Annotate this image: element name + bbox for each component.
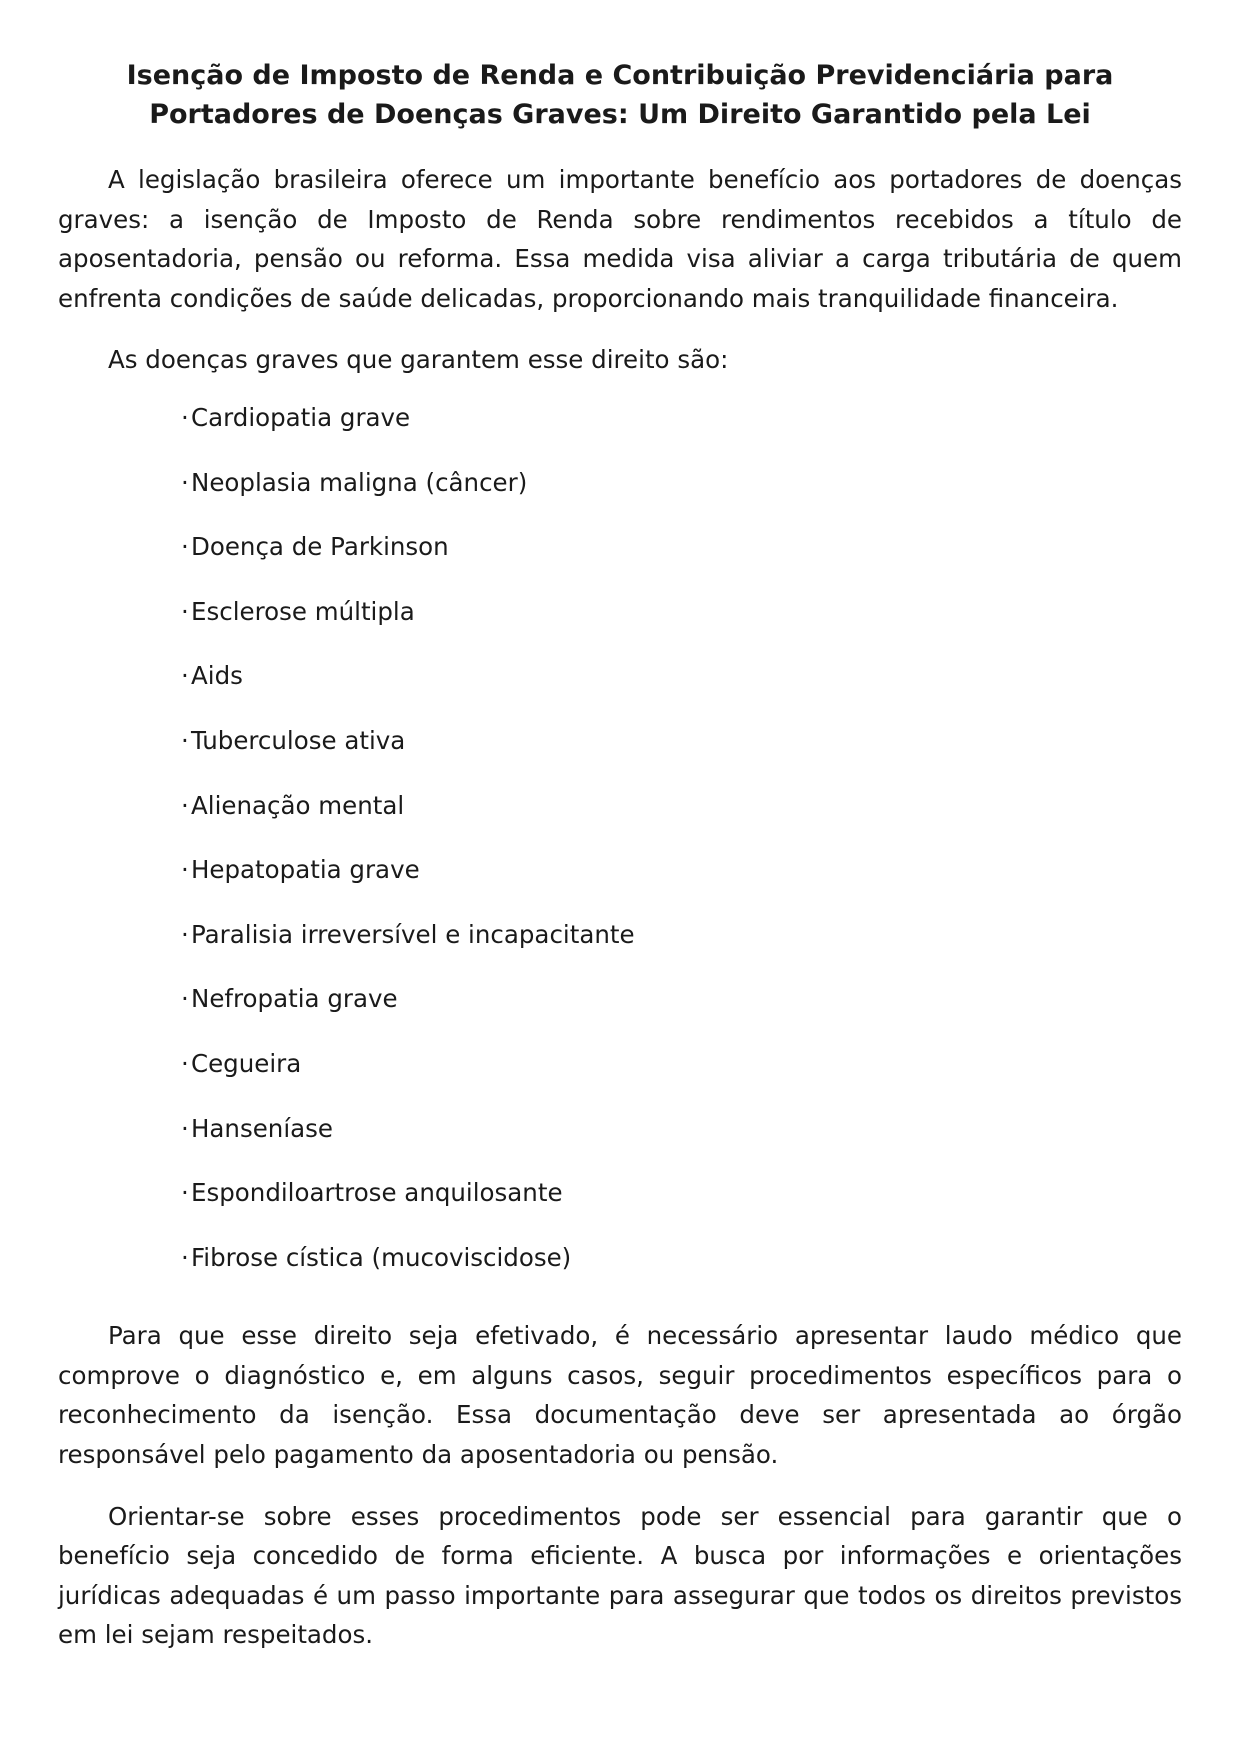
disease-label: Alienação mental — [191, 790, 405, 820]
list-item — [181, 915, 1182, 980]
bullet-icon: · — [181, 790, 189, 820]
bullet-icon: · — [181, 725, 189, 755]
bullet-icon: · — [181, 596, 189, 626]
list-item — [181, 1238, 1182, 1303]
bullet-icon: · — [181, 855, 189, 885]
disease-label: Espondiloartrose anquilosante — [191, 1178, 563, 1208]
bullet-icon: · — [181, 661, 189, 691]
list-item — [181, 527, 1182, 592]
document-title: Isenção de Imposto de Renda e Contribuição Previdenciária para Portadores de Doenças Graves: Um Direito Garantido pela Lei — [126, 60, 1114, 130]
disease-label: Hepatopatia grave — [191, 855, 420, 885]
bullet-icon: · — [181, 919, 189, 949]
disease-label: Doença de Parkinson — [191, 532, 449, 562]
list-item — [181, 850, 1182, 915]
paragraph-procedures: Para que esse direito seja efetivado, é necessário apresentar laudo médico que comprove o diagnóstico e, em alguns casos, seguir procedimentos específicos para o reconhecimento da isenção. Essa documentação deve ser apresentada ao órgão responsável pelo pagamento da aposentadoria ou pensão. — [58, 1321, 1182, 1470]
bullet-icon: · — [181, 532, 189, 562]
list-item — [181, 592, 1182, 657]
disease-label: Fibrose cística (mucoviscidose) — [191, 1242, 572, 1272]
disease-label: Hanseníase — [191, 1113, 333, 1143]
document-page — [58, 56, 1182, 1677]
bullet-icon: · — [181, 1048, 189, 1078]
list-item — [181, 979, 1182, 1044]
disease-label: Neoplasia maligna (câncer) — [191, 467, 528, 497]
disease-label: Nefropatia grave — [191, 984, 398, 1014]
bullet-icon: · — [181, 1242, 189, 1272]
list-item — [181, 786, 1182, 851]
disease-label: Tuberculose ativa — [191, 725, 406, 755]
list-item — [181, 463, 1182, 528]
list-item — [181, 1044, 1182, 1109]
disease-label: Paralisia irreversível e incapacitante — [191, 919, 635, 949]
bullet-icon: · — [181, 1113, 189, 1143]
list-intro: As doenças graves que garantem esse direito são: — [108, 345, 729, 375]
disease-label: Cardiopatia grave — [191, 402, 411, 432]
list-item — [181, 398, 1182, 463]
list-item — [181, 1173, 1182, 1238]
disease-label: Esclerose múltipla — [191, 596, 415, 626]
list-item — [181, 721, 1182, 786]
bullet-icon: · — [181, 402, 189, 432]
disease-label: Cegueira — [191, 1048, 302, 1078]
bullet-icon: · — [181, 1178, 189, 1208]
bullet-icon: · — [181, 467, 189, 497]
list-item — [181, 1109, 1182, 1174]
list-item — [181, 656, 1182, 721]
disease-label: Aids — [191, 661, 243, 691]
paragraph-intro: A legislação brasileira oferece um importante benefício aos portadores de doenças graves: a isenção de Imposto de Renda sobre rendimentos recebidos a título de aposentadoria, pensão ou reforma. Essa medida visa aliviar a carga tributária de quem enfrenta condições de saúde delicadas, proporcionando mais tranquilidade financeira. — [58, 165, 1182, 313]
bullet-icon: · — [181, 984, 189, 1014]
paragraph-guidance: Orientar-se sobre esses procedimentos pode ser essencial para garantir que o benefício seja concedido de forma eficiente. A busca por informações e orientações jurídicas adequadas é um passo importante para assegurar que todos os direitos previstos em lei sejam respeitados. — [58, 1501, 1182, 1650]
disease-list — [58, 398, 1182, 1302]
